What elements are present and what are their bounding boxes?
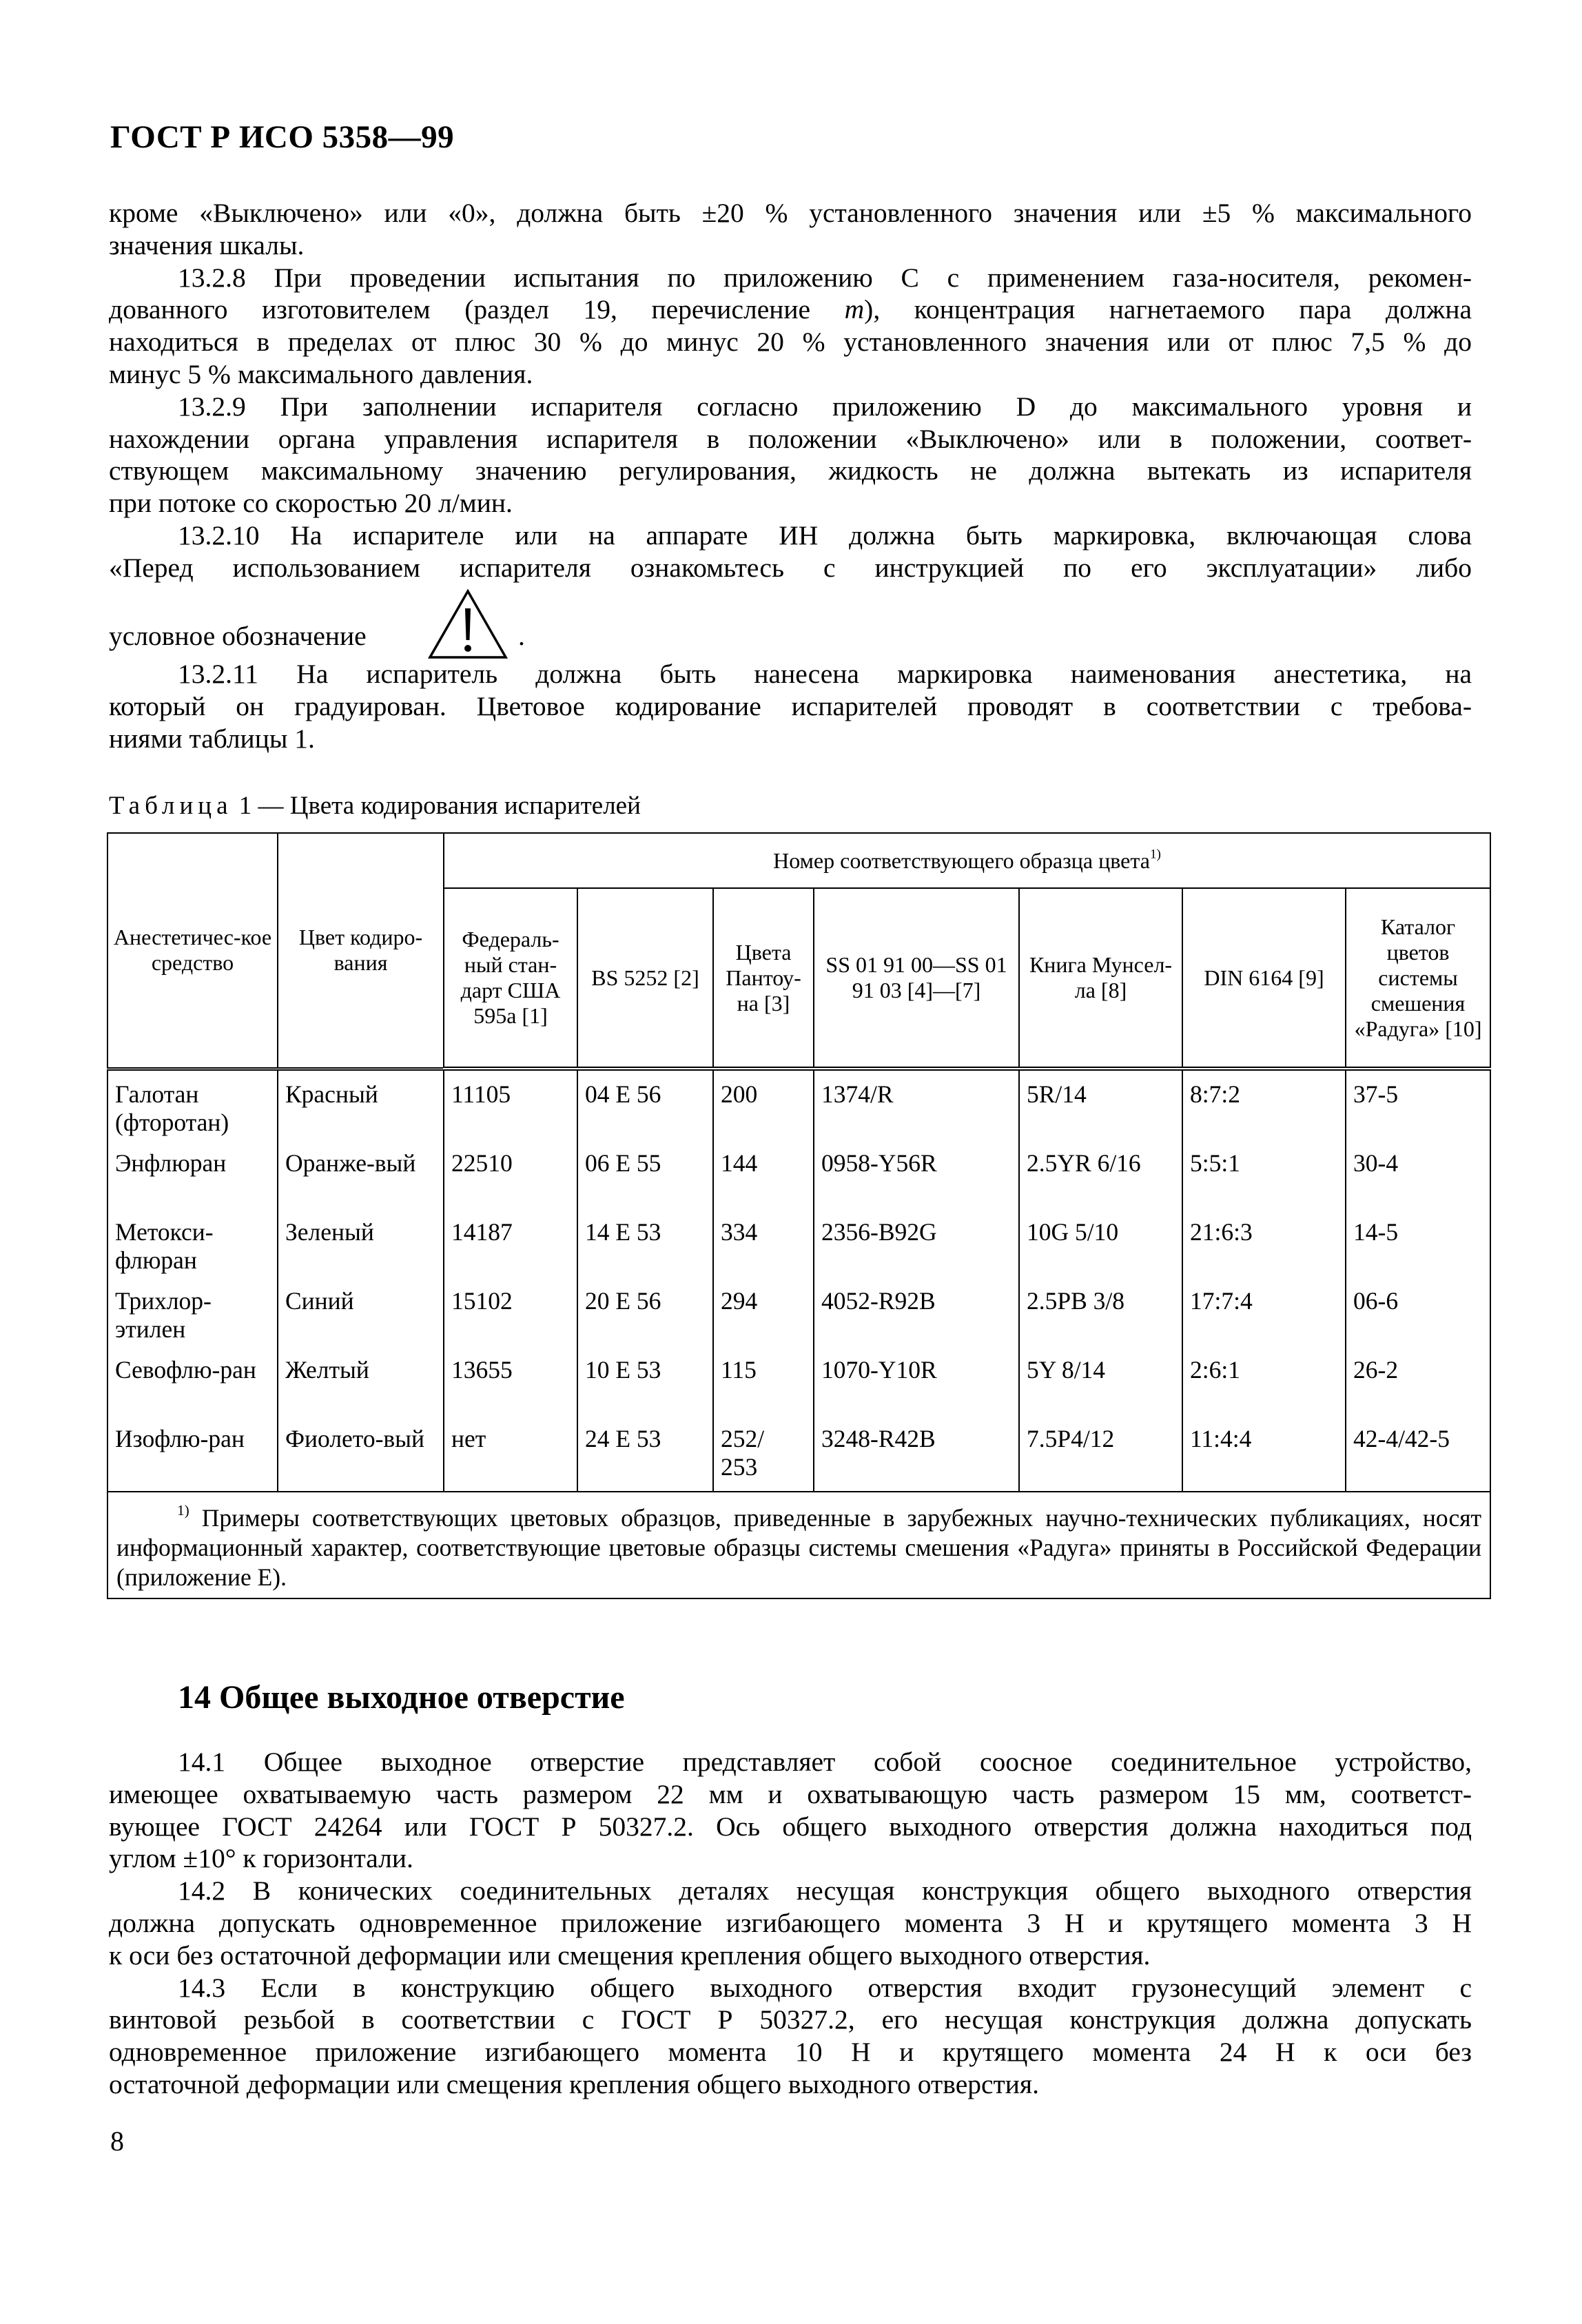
cell-bs5252: 06 E 55: [577, 1140, 713, 1209]
paragraph-13-2-9-line: 13.2.9 При заполнении испарителя согласно приложению D до максимального уровня и: [178, 391, 1472, 422]
footnote-ref: 1): [1149, 847, 1161, 862]
footnote-text: Примеры соответствующих цветовых образцов, приведенные в зарубежных научно-технических публикациях, носят информационный характер, соответствующие цветовые образцы системы смешения «Радуга» приняты в Российской Федерации (приложение Е).: [116, 1504, 1482, 1591]
text-line: углом ±10° к горизонтали.: [109, 1843, 413, 1874]
text-line: кроме «Выключено» или «0», должна быть ±20 % установленного значения или ±5 % максимального: [109, 198, 1472, 228]
cell-din6164: 17:7:4: [1182, 1277, 1346, 1346]
paragraph-13-2-10-line: 13.2.10 На испарителе или на аппарате ИН должна быть маркировка, включающая слова: [178, 520, 1472, 551]
paragraph-13-2-9-line: при потоке со скоростью 20 л/мин.: [109, 488, 513, 519]
cell-bs5252: 04 E 56: [577, 1069, 713, 1140]
cell-bs5252: 14 E 53: [577, 1209, 713, 1277]
cell-ss: 1374/R: [814, 1069, 1019, 1140]
column-header-anesthetic: Анестетичес-кое средство: [107, 833, 278, 1069]
cell-munsell: 5Y 8/14: [1019, 1346, 1182, 1415]
cell-munsell: 2.5PB 3/8: [1019, 1277, 1182, 1346]
cell-us-federal: 11105: [444, 1069, 577, 1140]
cell-raduga: 14-5: [1346, 1209, 1490, 1277]
cell-anesthetic: Изофлю-ран: [107, 1415, 278, 1492]
cell-ss: 4052-R92B: [814, 1277, 1019, 1346]
color-coding-table: [107, 832, 1491, 1599]
column-group-header: [444, 833, 1490, 888]
text-line: ниями таблицы 1.: [109, 723, 315, 754]
cell-raduga: 26-2: [1346, 1346, 1490, 1415]
paragraph-13-2-9-line: нахождении органа управления испарителя в положении «Выключено» или в положении, соответ-: [109, 423, 1472, 454]
cell-color: Оранже-вый: [278, 1140, 444, 1209]
cell-bs5252: 10 E 53: [577, 1346, 713, 1415]
body-text-top: [109, 197, 1472, 584]
table-row: [107, 1346, 1490, 1415]
text-line: имеющее охватываемую часть размером 22 мм и охватывающую часть размером 15 мм, соответст-: [109, 1778, 1472, 1809]
italic-enumeration: m: [844, 294, 865, 325]
document-header-id: ГОСТ Р ИСО 5358—99: [110, 119, 455, 155]
cell-din6164: 5:5:1: [1182, 1140, 1346, 1209]
text-line: значения шкалы.: [109, 229, 305, 260]
table-row: [107, 1277, 1490, 1346]
paragraph-13-2-11: [109, 658, 1472, 754]
cell-color: Красный: [278, 1069, 444, 1140]
text-line: вующее ГОСТ 24264 или ГОСТ Р 50327.2. Ось общего выходного отверстия должна находиться под: [109, 1811, 1472, 1842]
column-header-bs5252: BS 5252 [2]: [577, 888, 713, 1069]
text-fragment: ), концентрация нагнетаемого пара должна: [864, 294, 1472, 325]
cell-din6164: 2:6:1: [1182, 1346, 1346, 1415]
cell-us-federal: нет: [444, 1415, 577, 1492]
table-row: [107, 1209, 1490, 1277]
cell-color: Зеленый: [278, 1209, 444, 1277]
paragraph-14-3-line: винтовой резьбой в соответствии с ГОСТ Р 50327.2, его несущая конструкция должна допускать: [109, 2004, 1472, 2035]
cell-ss: 0958-Y56R: [814, 1140, 1019, 1209]
paragraph-14-1: [109, 1746, 1472, 2101]
cell-anesthetic: Севофлю-ран: [107, 1346, 278, 1415]
cell-color: Желтый: [278, 1346, 444, 1415]
table-row: [107, 1140, 1490, 1209]
table-caption: [109, 791, 641, 821]
cell-munsell: 7.5P4/12: [1019, 1415, 1182, 1492]
cell-anesthetic: Энфлюран: [107, 1140, 278, 1209]
text-line: который он градуирован. Цветовое кодирование испарителей проводят в соответствии с требова-: [109, 690, 1472, 721]
table-row: [107, 1415, 1490, 1492]
table-row: [107, 1069, 1490, 1140]
cell-din6164: 11:4:4: [1182, 1415, 1346, 1492]
cell-pantone: 144: [713, 1140, 814, 1209]
table-caption-text: 1 — Цвета кодирования испарителей: [238, 792, 641, 820]
column-header-din6164: DIN 6164 [9]: [1182, 888, 1346, 1069]
cell-raduga: 06-6: [1346, 1277, 1490, 1346]
cell-raduga: 37-5: [1346, 1069, 1490, 1140]
column-header-munsell: Книга Мунсел-ла [8]: [1019, 888, 1182, 1069]
cell-us-federal: 22510: [444, 1140, 577, 1209]
cell-ss: 2356-B92G: [814, 1209, 1019, 1277]
text-line: 14.1 Общее выходное отверстие представляет собой соосное соединительное устройство,: [178, 1747, 1472, 1777]
cell-anesthetic: Трихлор-этилен: [107, 1277, 278, 1346]
cell-pantone: 200: [713, 1069, 814, 1140]
text-fragment: дованного изготовителем (раздел 19, перечисление: [109, 294, 845, 325]
page-number: 8: [110, 2126, 124, 2157]
paragraph-14-2-line: должна допускать одновременное приложение изгибающего момента 3 Н и крутящего момента 3 Н: [109, 1907, 1472, 1938]
paragraph-13-2-9-line: ствующем максимальному значению регулирования, жидкость не должна вытекать из испарителя: [109, 455, 1472, 486]
cell-ss: 3248-R42B: [814, 1415, 1019, 1492]
cell-munsell: 10G 5/10: [1019, 1209, 1182, 1277]
cell-bs5252: 24 E 53: [577, 1415, 713, 1492]
table-footnote: [107, 1492, 1490, 1598]
cell-din6164: 8:7:2: [1182, 1069, 1346, 1140]
symbol-period: .: [518, 621, 525, 651]
cell-raduga: 30-4: [1346, 1140, 1490, 1209]
symbol-label: условное обозначение: [109, 621, 367, 651]
cell-pantone: 252/ 253: [713, 1415, 814, 1492]
cell-pantone: 294: [713, 1277, 814, 1346]
cell-din6164: 21:6:3: [1182, 1209, 1346, 1277]
cell-pantone: 115: [713, 1346, 814, 1415]
cell-color: Синий: [278, 1277, 444, 1346]
cell-color: Фиолето-вый: [278, 1415, 444, 1492]
column-header-ss: SS 01 91 00—SS 01 91 03 [4]—[7]: [814, 888, 1019, 1069]
cell-ss: 1070-Y10R: [814, 1346, 1019, 1415]
column-header-us-federal: Федераль-ный стан-дарт США 595а [1]: [444, 888, 577, 1069]
paragraph-13-2-8-line: [109, 294, 1472, 326]
cell-anesthetic: Галотан (фторотан): [107, 1069, 278, 1140]
column-header-raduga: Каталог цветов системы смешения «Радуга» [10]: [1346, 888, 1490, 1069]
paragraph-14-2-line: к оси без остаточной деформации или смещения крепления общего выходного отверстия.: [109, 1940, 1151, 1971]
paragraph-14-3-line: одновременное приложение изгибающего момента 10 Н и крутящего момента 24 Н к оси без: [109, 2037, 1472, 2068]
group-header-text: Номер соответствующего образца цвета: [773, 847, 1150, 873]
column-header-color: Цвет кодиро-вания: [278, 833, 444, 1069]
paragraph-13-2-10-line: «Перед использованием испарителя ознакомьтесь с инструкцией по его эксплуатации» либо: [109, 552, 1472, 583]
cell-raduga: 42-4/42-5: [1346, 1415, 1490, 1492]
paragraph-13-2-8-line: 13.2.8 При проведении испытания по приложению С с применением газа-носителя, рекомен-: [178, 262, 1472, 293]
paragraph-14-2-line: 14.2 В конических соединительных деталях несущая конструкция общего выходного отверстия: [178, 1875, 1472, 1906]
column-header-pantone: Цвета Пантоу-на [3]: [713, 888, 814, 1069]
text-line: 13.2.11 На испаритель должна быть нанесена маркировка наименования анестетика, на: [178, 659, 1472, 689]
cell-anesthetic: Метокси-флюран: [107, 1209, 278, 1277]
section-heading: 14 Общее выходное отверстие: [178, 1679, 625, 1716]
cell-pantone: 334: [713, 1209, 814, 1277]
paragraph-13-2-8-line: минус 5 % максимального давления.: [109, 358, 533, 389]
cell-munsell: 2.5YR 6/16: [1019, 1140, 1182, 1209]
cell-bs5252: 20 E 56: [577, 1277, 713, 1346]
cell-munsell: 5R/14: [1019, 1069, 1182, 1140]
cell-us-federal: 15102: [444, 1277, 577, 1346]
paragraph-13-2-8-line: находиться в пределах от плюс 30 % до минус 20 % установленного значения или от плюс 7,5 % до: [109, 327, 1472, 358]
cell-us-federal: 14187: [444, 1209, 577, 1277]
paragraph-14-3-line: остаточной деформации или смещения крепления общего выходного отверстия.: [109, 2068, 1039, 2099]
cell-us-federal: 13655: [444, 1346, 577, 1415]
paragraph-14-3-line: 14.3 Если в конструкцию общего выходного отверстия входит грузонесущий элемент с: [178, 1972, 1472, 2003]
table-caption-label: Таблица: [109, 792, 233, 820]
warning-triangle-icon: [427, 589, 508, 659]
footnote-mark: 1): [177, 1502, 189, 1519]
